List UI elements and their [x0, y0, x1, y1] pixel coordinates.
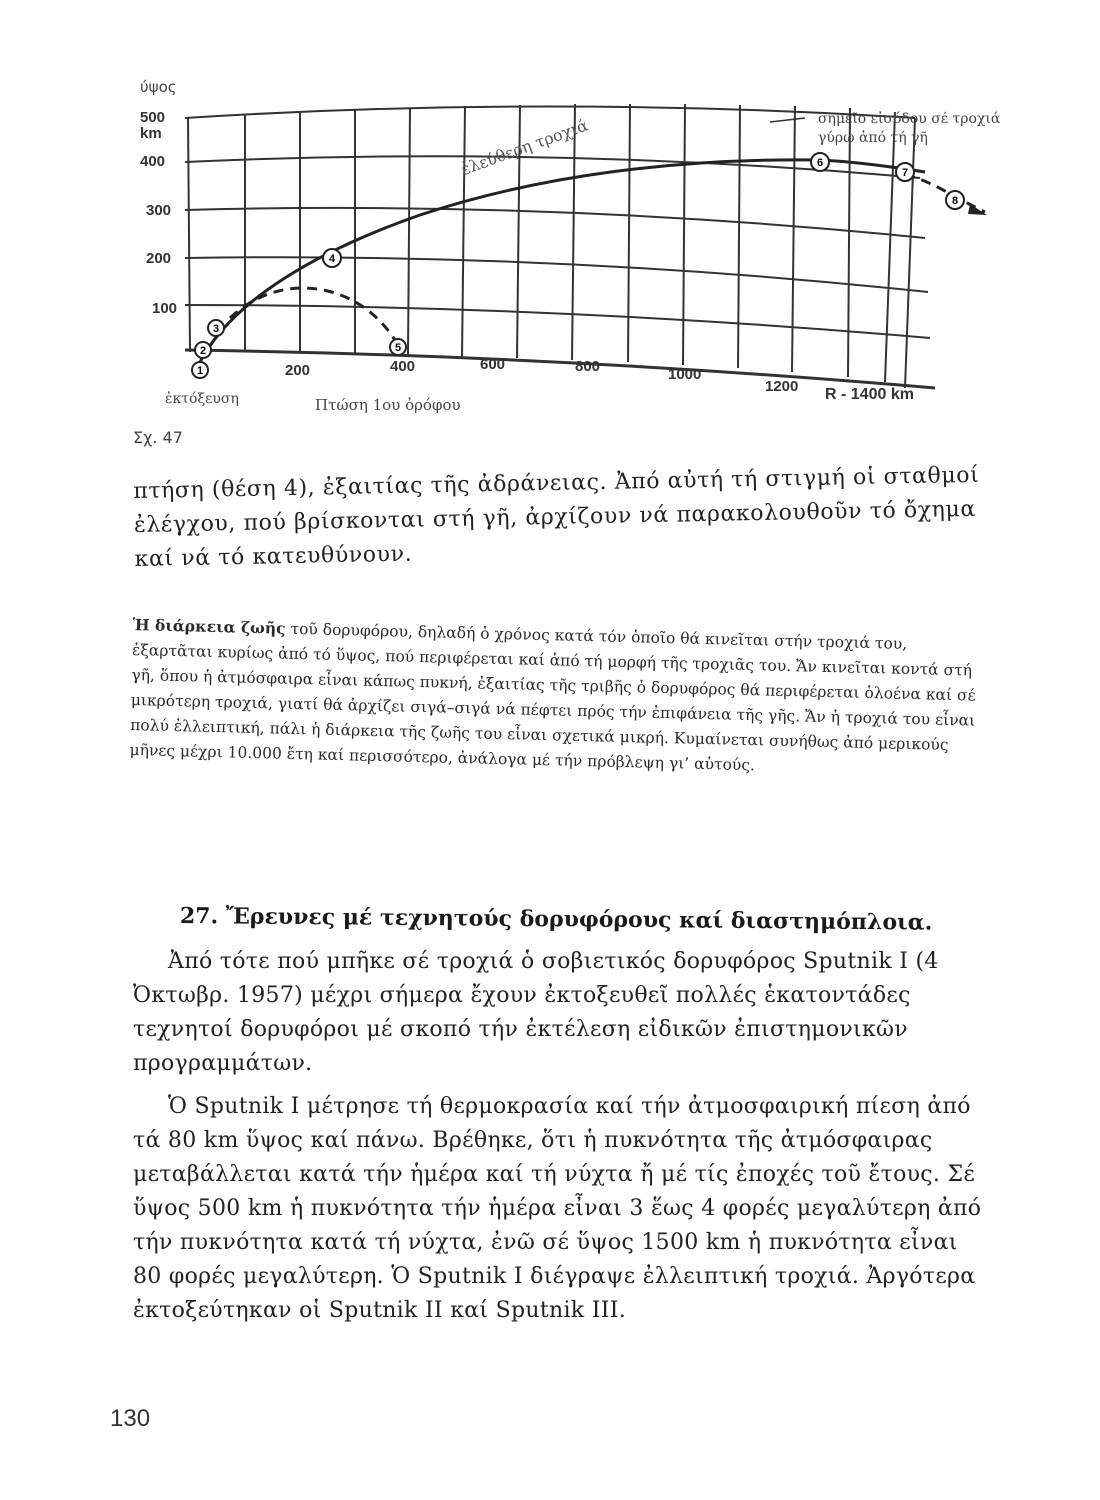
y-tick-400: 400: [140, 153, 166, 170]
paragraph-flight-position: πτήση (θέση 4), ἐξαιτίας τῆς ἀδράνειας. Ἀπό αὐτή τή στιγμή οἱ σταθμοί ἐλέγχου, πού βρίσκονται στή γῆ, ἀρχίζουν νά παρακολουθοῦν τό ὄχημα καί νά τό κατευθύνουν.: [133, 462, 980, 572]
y-axis-title: ύψος: [140, 78, 177, 96]
paragraph-satellite-lifetime: [129, 612, 992, 784]
x-tick-600: 600: [480, 356, 506, 373]
first-stage-fall-path: [230, 288, 398, 345]
x-tick-200: 200: [285, 362, 311, 379]
x-axis-label-radius: R - 1400 km: [825, 386, 914, 403]
entry-pointer-line: [770, 118, 805, 122]
x-tick-1000: 1000: [668, 366, 702, 383]
svg-text:2: 2: [199, 345, 207, 357]
x-tick-400: 400: [390, 358, 416, 375]
svg-text:7: 7: [901, 167, 909, 179]
orbit-entry-label: σημεῖο εἰσόδου σέ τροχιά γύρω ἀπό τή γῆ: [818, 111, 1001, 146]
launch-label: ἐκτόξευση: [165, 391, 239, 407]
figure-caption: Σχ. 47: [133, 428, 183, 447]
arrow-head-icon: [968, 204, 987, 215]
point-7: [896, 163, 914, 181]
first-stage-fall-label: Πτώση 1ου ὀρόφου: [315, 396, 461, 414]
point-8: [946, 191, 964, 209]
y-tick-100: 100: [152, 300, 178, 317]
point-4: [323, 249, 341, 267]
svg-text:1: 1: [196, 365, 204, 377]
point-6: [811, 153, 829, 171]
y-tick-500: 500 km: [140, 109, 166, 142]
point-3: [208, 320, 224, 336]
trajectory-figure: [0, 0, 1100, 470]
point-1: [192, 362, 208, 378]
svg-text:8: 8: [951, 195, 959, 207]
y-tick-300: 300: [146, 202, 172, 219]
svg-text:5: 5: [394, 342, 402, 354]
point-2: [195, 342, 211, 358]
y-tick-200: 200: [146, 250, 172, 267]
lifetime-lead: Ἡ διάρκεια ζωῆς: [132, 614, 286, 638]
lifetime-text: τοῦ δορυφόρου, δηλαδή ὁ χρόνος κατά τόν ὁποῖο θά κινεῖται στήν τροχιά του, ἐξαρτᾶται κυρίως ἀπό τό ὕψος, πού περιφέρεται καί ἀπό τή μορφή τῆς τροχιᾶς του. Ἄν κινεῖται κοντά στή γῆ, ὅπου ἡ ἀτμόσφαιρα εἶναι κάπως πυκνή, ἐξαιτίας τῆς τριβῆς ὁ δορυφόρος θά περιφέρεται ὁλοένα καί σέ μικρότερη τροχιά, γιατί θά ἀρχίζει σιγά–σιγά νά πέφτει πρός τήν ἐπιφάνεια τῆς γῆς. Ἄν ἡ τροχιά του εἶναι πολύ ἐλλειπτική, πάλι ἡ διάρκεια τῆς ζωῆς του εἶναι σχετικά μικρή. Κυμαίνεται συνήθως ἀπό μερικούς μῆνες μέχρι 10.000 ἔτη καί περισσότερο, ἀνάλογα μέ τήν πρόβλεψη γι’ αὐτούς.: [129, 619, 976, 775]
paragraph-sputnik-history: Ἀπό τότε πού μπῆκε σέ τροχιά ὁ σοβιετικός δορυφόρος Sputnik I (4 Ὀκτωβρ. 1957) μέχρι σήμερα ἔχουν ἐκτοξευθεῖ πολλές ἑκατοντάδες τεχνητοί δορυφόροι μέ σκοπό τήν ἐκτέλεση εἰδικῶν ἐπιστημονικῶν προγραμμάτων.: [133, 949, 939, 1076]
section-heading: 27. Ἔρευνες μέ τεχνητούς δορυφόρους καί διαστημόπλοια.: [179, 903, 933, 936]
point-5: [390, 339, 406, 355]
free-trajectory-label: ἐλεύθερη τροχιά: [458, 115, 591, 179]
svg-text:4: 4: [328, 253, 336, 265]
x-tick-800: 800: [575, 358, 601, 375]
x-tick-1200: 1200: [765, 378, 799, 395]
paragraph-sputnik-measurements: Ὁ Sputnik I μέτρησε τή θερμοκρασία καί τήν ἀτμοσφαιρική πίεση ἀπό τά 80 km ὕψος καί πάνω. Βρέθηκε, ὅτι ἡ πυκνότητα τῆς ἀτμόσφαιρας μεταβάλλεται κατά τήν ἡμέρα καί τή νύχτα ἤ μέ τίς ἐποχές τοῦ ἔτους. Σέ ὕψος 500 km ἡ πυκνότητα τήν ἡμέρα εἶναι 3 ἕως 4 φορές μεγαλύτερη ἀπό τήν πυκνότητα κατά τή νύχτα, ἐνῶ σέ ὕψος 1500 km ἡ πυκνότητα εἶναι 80 φορές μεγαλύτερη. Ὁ Sputnik I διέγραψε ἐλλειπτική τροχιά. Ἀργότερα ἐκτοξεύτηκαν οἱ Sputnik II καί Sputnik III.: [133, 1094, 982, 1323]
page-number: 130: [110, 1405, 151, 1432]
svg-text:3: 3: [212, 323, 220, 335]
svg-text:6: 6: [816, 157, 824, 169]
